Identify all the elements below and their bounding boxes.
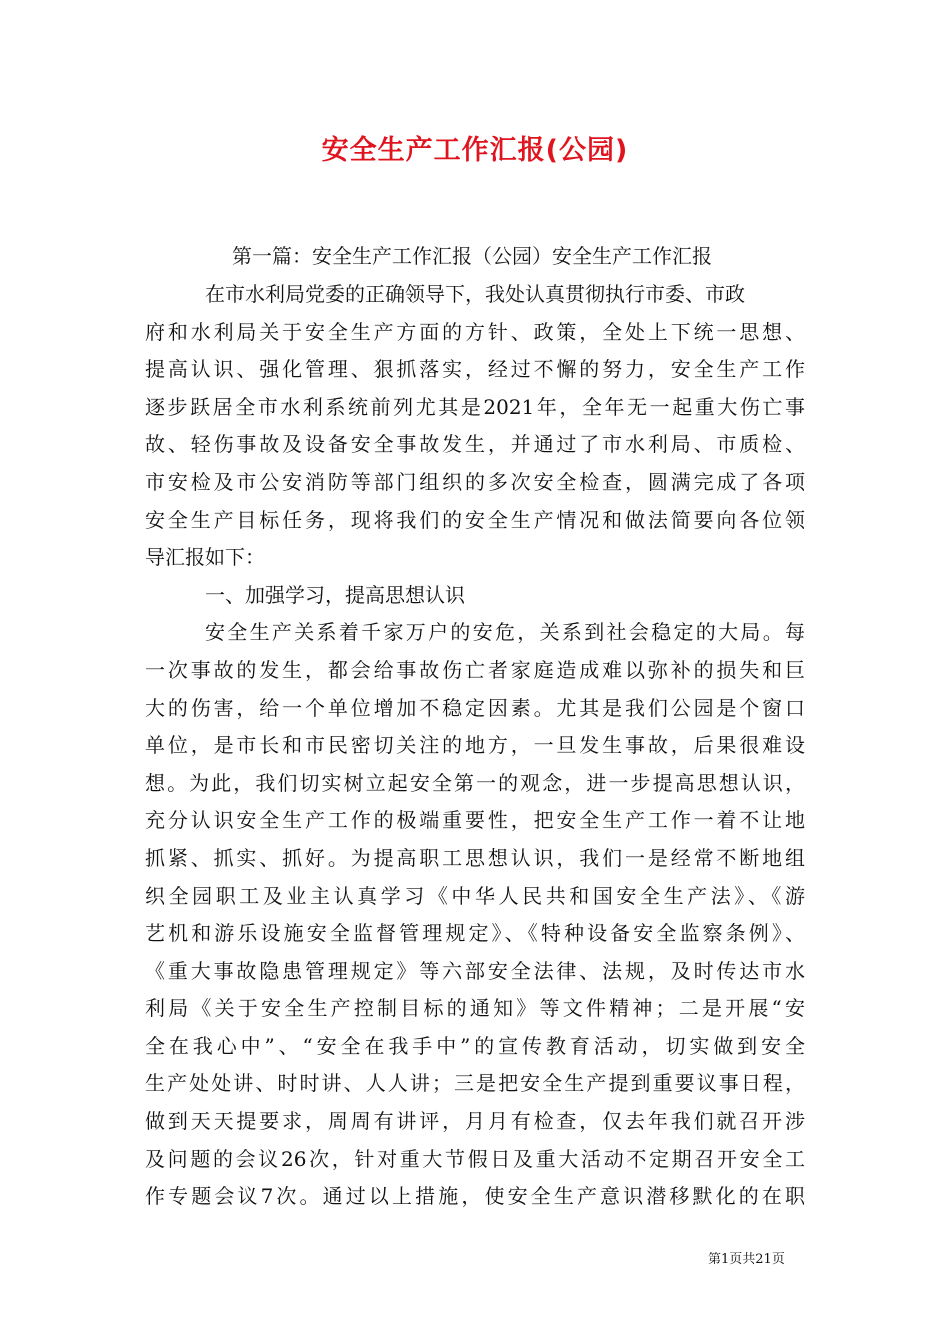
paragraph-line: 逐步跃居全市水利系统前列尤其是2021年，全年无一起重大伤亡事 xyxy=(145,394,805,419)
document-body xyxy=(145,276,805,1216)
document-title: 安全生产工作汇报(公园) xyxy=(321,135,629,166)
paragraph-line: 安全生产关系着千家万户的安危，关系到社会稳定的大局。每 xyxy=(205,620,805,645)
paragraph-line: 抓紧、抓实、抓好。为提高职工思想认识，我们一是经常不断地组 xyxy=(145,845,805,870)
paragraph-line: 提高认识、强化管理、狠抓落实，经过不懈的努力，安全生产工作 xyxy=(145,357,805,382)
paragraph-line: 安全生产目标任务，现将我们的安全生产情况和做法简要向各位领 xyxy=(145,507,805,532)
paragraph-line: 大的伤害，给一个单位增加不稳定因素。尤其是我们公园是个窗口 xyxy=(145,695,805,720)
section-heading: 一、加强学习，提高思想认识 xyxy=(205,582,465,607)
page-number: 第1页共21页 xyxy=(708,1252,785,1267)
paragraph-line: 及问题的会议26次，针对重大节假日及重大活动不定期召开安全工 xyxy=(145,1146,805,1171)
paragraph-line: 作专题会议7次。通过以上措施，使安全生产意识潜移默化的在职 xyxy=(145,1184,805,1209)
paragraph-line: 生产处处讲、时时讲、人人讲；三是把安全生产提到重要议事日程， xyxy=(145,1071,805,1096)
paragraph-line: 利局《关于安全生产控制目标的通知》等文件精神；二是开展“安 xyxy=(145,996,805,1021)
paragraph-line: 全在我心中”、“安全在我手中”的宣传教育活动，切实做到安全 xyxy=(145,1033,805,1058)
paragraph-line: 故、轻伤事故及设备安全事故发生，并通过了市水利局、市质检、 xyxy=(145,432,805,457)
paragraph-line: 导汇报如下： xyxy=(145,545,265,570)
paragraph-line: 在市水利局党委的正确领导下，我处认真贯彻执行市委、市政 xyxy=(205,282,745,306)
paragraph-line: 一次事故的发生，都会给事故伤亡者家庭造成难以弥补的损失和巨 xyxy=(145,657,805,682)
paragraph-line: 做到天天提要求，周周有讲评，月月有检查，仅去年我们就召开涉 xyxy=(145,1109,805,1134)
paragraph-line: 充分认识安全生产工作的极端重要性，把安全生产工作一着不让地 xyxy=(145,808,805,833)
paragraph-line: 《重大事故隐患管理规定》等六部安全法律、法规，及时传达市水 xyxy=(145,958,805,983)
paragraph-line: 府和水利局关于安全生产方面的方针、政策，全处上下统一思想、 xyxy=(145,319,805,344)
paragraph-line: 市安检及市公安消防等部门组织的多次安全检查，圆满完成了各项 xyxy=(145,469,805,494)
document-subtitle: 第一篇：安全生产工作汇报（公园）安全生产工作汇报 xyxy=(232,244,712,268)
paragraph-line: 艺机和游乐设施安全监督管理规定》、《特种设备安全监察条例》、 xyxy=(145,921,805,946)
paragraph-line: 想。为此，我们切实树立起安全第一的观念，进一步提高思想认识， xyxy=(145,770,805,795)
paragraph-line: 单位，是市长和市民密切关注的地方，一旦发生事故，后果很难设 xyxy=(145,733,805,758)
paragraph-line: 织全园职工及业主认真学习《中华人民共和国安全生产法》、《游 xyxy=(145,883,805,908)
